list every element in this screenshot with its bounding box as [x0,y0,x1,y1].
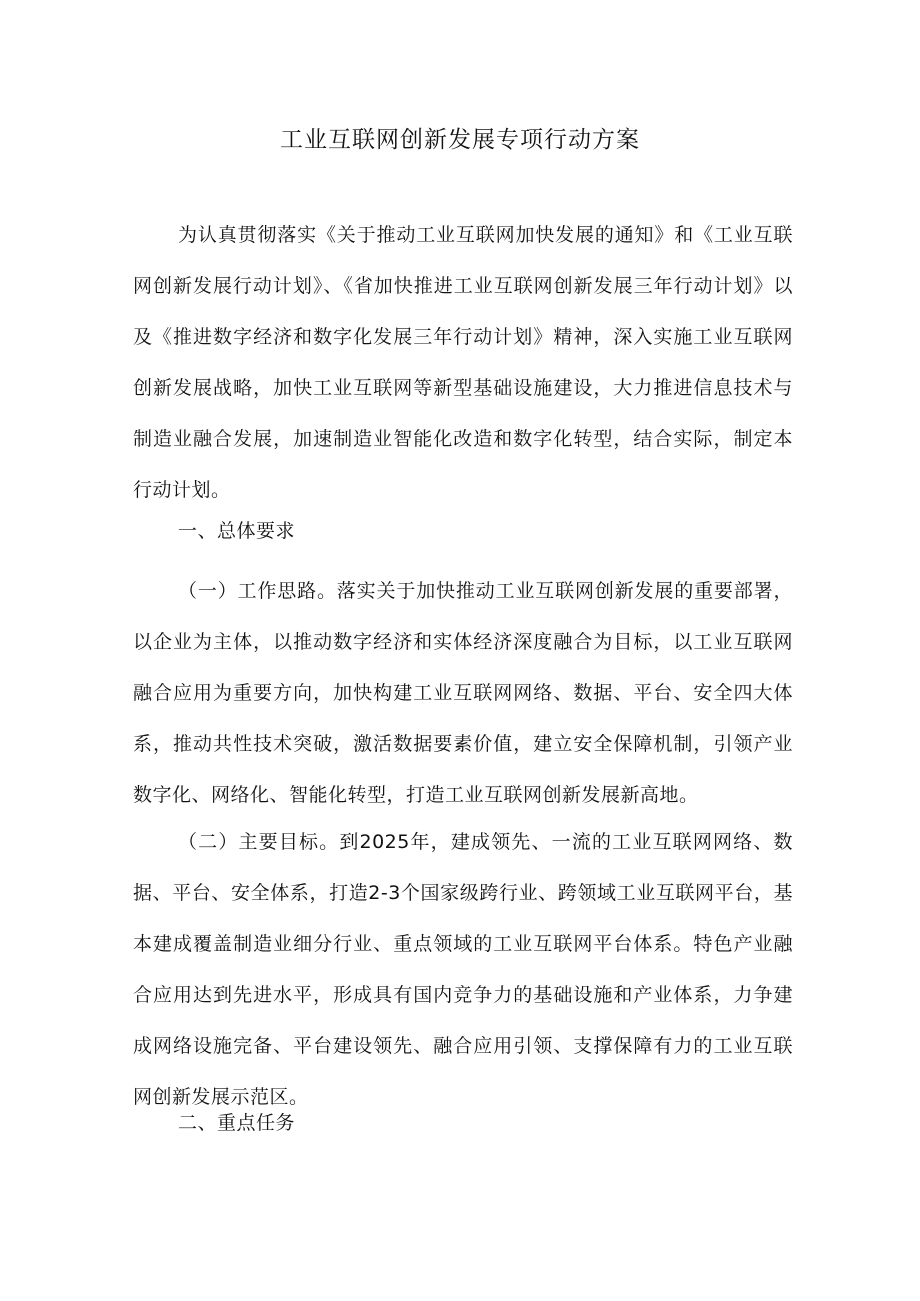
section-2-block [133,1098,793,1149]
document-title: 工业互联网创新发展专项行动方案 [280,127,640,153]
section-1-paragraph-2: （二）主要目标。到2025年，建成领先、一流的工业互联网网络、数据、平台、安全体系，打造2-3个国家级跨行业、跨领域工业互联网平台，基本建成覆盖制造业细分行业、重点领域的工业互联网平台体系。特色产业融合应用达到先进水平，形成具有国内竞争力的基础设施和产业体系，力争建成网络设施完备、平台建设领先、融合应用引领、支撑保障有力的工业互联网创新发展示范区。 [133,831,793,1108]
section-1-paragraph-1: （一）工作思路。落实关于加快推动工业互联网创新发展的重要部署，以企业为主体，以推动数字经济和实体经济深度融合为目标，以工业互联网融合应用为重要方向，加快构建工业互联网网络、数据、平台、安全四大体系，推动共性技术突破，激活数据要素价值，建立安全保障机制，引领产业数字化、网络化、智能化转型，打造工业互联网创新发展新高地。 [133,580,793,806]
section-1-p2-block [133,817,793,1123]
section-1-p1-block [133,566,793,821]
intro-paragraph: 为认真贯彻落实《关于推动工业互联网加快发展的通知》和《工业互联网创新发展行动计划》、《省加快推进工业互联网创新发展三年行动计划》以及《推进数字经济和数字化发展三年行动计划》精神，深入实施工业互联网创新发展战略，加快工业互联网等新型基础设施建设，大力推进信息技术与制造业融合发展，加速制造业智能化改造和数字化转型，结合实际，制定本行动计划。 [133,224,793,501]
section-1-heading: 一、总体要求 [178,520,296,542]
section-1-block [133,506,793,557]
intro-block [133,210,793,516]
section-2-heading: 二、重点任务 [178,1112,296,1134]
